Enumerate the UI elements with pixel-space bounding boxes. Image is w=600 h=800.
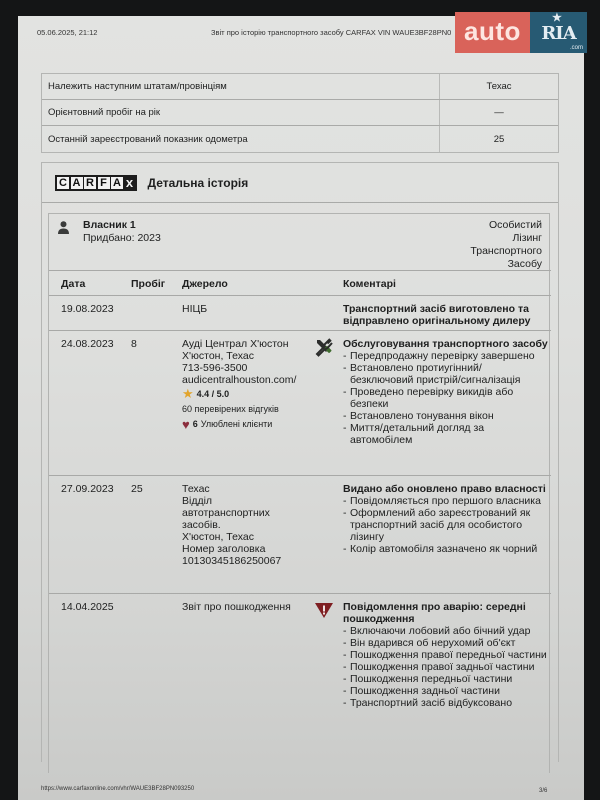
table-row (49, 330, 551, 475)
owner-type-line: Засобу (507, 258, 542, 270)
summary-row-odometer (42, 126, 558, 152)
heart-icon: ♥ (182, 416, 190, 432)
record-date: 24.08.2023 (61, 338, 114, 350)
owner-type-line: Транспортного (470, 245, 542, 257)
summary-label: Належить наступним штатам/провінціям (42, 74, 440, 99)
record-source: НІЦБ (182, 303, 208, 315)
carfax-logo (55, 175, 137, 191)
source-line: засобів. (182, 519, 221, 531)
dealer-rating (182, 388, 317, 400)
print-title: Звіт про історію транспортного засобу CARFAX VIN WAUE3BF28PN0 (211, 28, 452, 37)
star-icon: ★ (182, 386, 194, 401)
print-datetime: 05.06.2025, 21:12 (37, 28, 98, 37)
record-date: 27.09.2023 (61, 483, 114, 495)
record-comment-title: Обслуговування транспортного засобу (343, 338, 548, 350)
record-comments (343, 601, 548, 709)
comment-item: - Колір автомобіля зазначено як чорний (343, 543, 548, 555)
summary-value: — (494, 107, 504, 118)
record-comment-title: Повідомлення про аварію: середні пошкодження (343, 601, 526, 625)
comment-item: - Транспортний засіб відбуксовано (343, 697, 548, 709)
watermark-ria (530, 12, 587, 53)
source-line: Х'юстон, Техас (182, 350, 254, 362)
comment-item: - Включаючи лобовий або бічний удар (343, 625, 548, 637)
service-tools-icon (314, 337, 334, 357)
record-date: 19.08.2023 (61, 303, 114, 315)
logo-letter: A (111, 177, 123, 189)
table-header-row (49, 270, 551, 295)
record-source (182, 338, 317, 430)
summary-value: 25 (493, 133, 505, 145)
comment-item: - Проведено перевірку викидів або безпеки (343, 386, 548, 410)
summary-label: Орієнтовний пробіг на рік (42, 100, 440, 125)
record-comment-title: Транспортний засіб виготовлено та відправлено оригінальному дилеру (343, 303, 531, 327)
owner-header (49, 214, 549, 270)
comment-item: - Пошкодження правої передньої частини (343, 649, 548, 661)
owner-name: Власник 1 (83, 219, 136, 231)
comment-item: - Оформлений або зареєстрований як транспортний засіб для особистого лізингу (343, 507, 548, 543)
summary-row-states (42, 74, 558, 100)
col-header-date: Дата (61, 278, 86, 290)
comment-item: - Встановлено тонування вікон (343, 410, 548, 422)
owner-type-line: Особистий (488, 219, 542, 231)
logo-letter: F (98, 177, 110, 189)
col-header-mileage: Пробіг (131, 278, 166, 290)
logo-letter: x (125, 174, 134, 190)
detailed-history-section (41, 162, 559, 762)
record-comments (343, 483, 548, 555)
history-table (49, 270, 551, 753)
comment-item: - Пошкодження передньої частини (343, 673, 548, 685)
table-row (49, 475, 551, 593)
favorites-count: 6 (192, 419, 198, 429)
comment-item: - Він вдарився об нерухомий об'єкт (343, 637, 548, 649)
source-line: Ауді Централ Х'юстон (182, 338, 289, 350)
comment-item: - Пошкодження правої задньої частини (343, 661, 548, 673)
summary-table (41, 73, 559, 153)
owner-block (48, 213, 550, 773)
favorite-customers (182, 418, 317, 430)
record-mileage: 25 (131, 483, 143, 495)
col-header-source: Джерело (182, 278, 228, 290)
title-number: 10130345186250067 (182, 555, 282, 567)
page-number: 3/6 (539, 788, 548, 794)
owner-purchased: Придбано: 2023 (83, 232, 161, 244)
summary-row-annual-mileage (42, 100, 558, 126)
report-page (18, 16, 584, 800)
owner-type-line: Лізинг (512, 232, 542, 244)
person-icon (58, 221, 69, 234)
record-mileage: 8 (131, 338, 137, 350)
comment-item: - Встановлено протиугінний/ безключовий пристрій/сигналізація (343, 362, 548, 386)
comment-item: - Повідомляється про першого власника (343, 495, 548, 507)
verified-reviews: 60 перевірених відгуків (182, 404, 279, 414)
damage-warning-icon (314, 600, 334, 620)
rating-value: 4.4 / 5.0 (196, 389, 230, 399)
source-website-link[interactable]: audicentralhouston.com/ (182, 374, 297, 386)
record-comment-title: Видано або оновлено право власності (343, 483, 546, 495)
table-row (49, 593, 551, 753)
comment-item: - Передпродажну перевірку завершено (343, 350, 548, 362)
watermark-ria-text: RIA (541, 23, 576, 44)
comment-item: - Миття/детальний догляд за автомобілем (343, 422, 548, 446)
source-line: автотранспортних (182, 507, 270, 519)
print-footer-url: https://www.carfaxonline.com/vhr/WAUE3BF28PN093250 (41, 786, 195, 792)
record-date: 14.04.2025 (61, 601, 114, 613)
logo-letter: A (71, 177, 83, 189)
logo-letter: C (57, 177, 69, 189)
summary-value: Техас (486, 81, 512, 92)
logo-letter: R (84, 177, 96, 189)
source-line: Х'юстон, Техас (182, 531, 254, 543)
autoria-watermark (455, 12, 587, 53)
history-header (42, 163, 558, 203)
history-title: Детальна історія (147, 175, 249, 190)
source-line: Техас (182, 483, 210, 495)
owner-type (422, 219, 542, 271)
star-icon: ★ (552, 11, 561, 24)
source-phone: 713-596-3500 (182, 362, 248, 374)
summary-label: Останній зареєстрований показник одометра (42, 126, 440, 152)
table-row (49, 295, 551, 330)
record-source: Звіт про пошкодження (182, 601, 291, 613)
source-line: Відділ (182, 495, 213, 507)
watermark-domain: .com (569, 45, 583, 51)
favorites-label: Улюблені клієнти (200, 419, 273, 429)
record-source (182, 483, 317, 567)
source-line: Номер заголовка (182, 543, 266, 555)
record-comments (343, 338, 548, 446)
col-header-comments: Коментарі (343, 278, 396, 290)
comment-item: - Пошкодження задньої частини (343, 685, 548, 697)
watermark-auto: auto (455, 12, 530, 53)
